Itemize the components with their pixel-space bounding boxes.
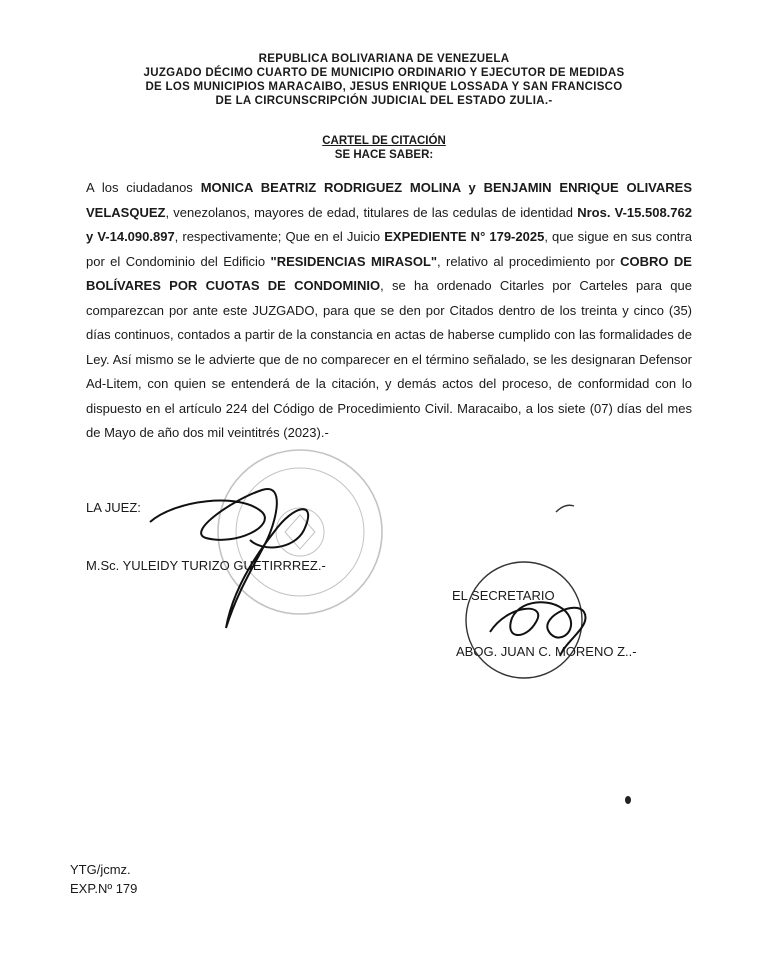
body-part-2: , venezolanos, mayores de edad, titulares de las cedulas de identidad [165, 204, 578, 220]
header-line-2: JUZGADO DÉCIMO CUARTO DE MUNICIPIO ORDINARIO Y EJECUTOR DE MEDIDAS [143, 67, 625, 79]
citation-body [86, 176, 692, 446]
body-part-6: , se ha ordenado Citarles por Carteles para que comparezcan por ante este JUZGADO, para que se den por Citados dentro de los treinta y cinco (35) días continuos, contados a partir de la constancia en actas de haberse cumplido con las formalidades de Ley. Así mismo se le advierte que de no comparecer en el término señalado, se les designaran Defensor Ad-Litem, con quien se entenderá de la citación, y demás actos del proceso, de conformidad con lo dispuesto en el artículo 224 del Código de Procedimiento Civil. Maracaibo, a los siete (07) días del mes de Mayo de año dos mil veintitrés (2023).- [86, 278, 692, 440]
secretary-name: ABOG. JUAN C. MORENO Z..- [456, 644, 637, 659]
judge-name: M.Sc. YULEIDY TURIZO GUETIRRREZ.- [86, 558, 326, 573]
title-sub: SE HACE SABER: [334, 149, 434, 161]
court-seal-icon [218, 450, 382, 614]
ink-dot-icon [625, 796, 631, 804]
building-name: "RESIDENCIAS MIRASOL" [270, 253, 438, 269]
defendant-names: MONICA BEATRIZ RODRIGUEZ MOLINA y BENJAMIN ENRIQUE OLIVARES VELASQUEZ [86, 180, 693, 220]
document-title [240, 134, 528, 162]
pen-mark-icon [556, 505, 574, 512]
footer-expediente: EXP.Nº 179 [70, 881, 138, 896]
header-line-4: DE LA CIRCUNSCRIPCIÓN JUDICIAL DEL ESTADO ZULIA.- [215, 95, 553, 107]
court-header [60, 52, 708, 108]
body-intro: A los ciudadanos [86, 180, 201, 195]
secretary-label: EL SECRETARIO [452, 588, 555, 603]
footer-initials: YTG/jcmz. [70, 862, 131, 877]
title-main: CARTEL DE CITACIÓN [322, 135, 446, 147]
header-line-3: DE LOS MUNICIPIOS MARACAIBO, JESUS ENRIQUE LOSSADA Y SAN FRANCISCO [145, 81, 623, 93]
procedure-type: COBRO DE BOLÍVARES POR CUOTAS DE CONDOMINIO [86, 253, 692, 293]
secretary-seal-icon [466, 562, 582, 678]
expediente-number: EXPEDIENTE N° 179-2025 [384, 229, 545, 244]
body-part-4: , que sigue en sus contra por el Condominio del Edificio [86, 229, 692, 269]
body-part-3: , respectivamente; Que en el Juicio [174, 229, 385, 244]
judge-label: LA JUEZ: [86, 500, 141, 515]
body-part-5: , relativo al procedimiento por [437, 253, 621, 269]
footer-reference [70, 860, 137, 898]
id-numbers: Nros. V-15.508.762 y V-14.090.897 [86, 204, 692, 244]
header-line-1: REPUBLICA BOLIVARIANA DE VENEZUELA [258, 53, 510, 65]
